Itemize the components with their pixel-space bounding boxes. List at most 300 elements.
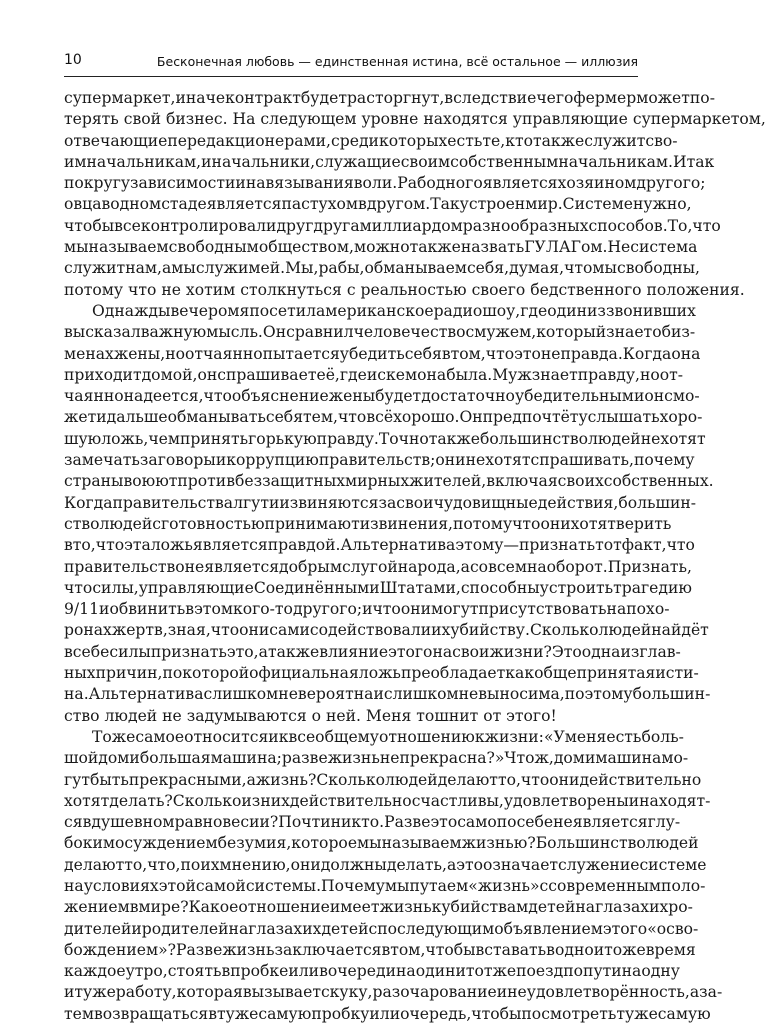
word: что	[337, 408, 367, 427]
word: коррупцию	[226, 451, 319, 470]
word: они	[540, 514, 571, 533]
word: хотят	[660, 429, 706, 448]
word: родителей	[141, 919, 229, 938]
word: и	[268, 493, 280, 512]
word: в	[546, 940, 555, 959]
word: работу,	[115, 983, 177, 1002]
word: факт,	[621, 536, 667, 555]
word: фермер	[573, 89, 637, 107]
word: Разве	[176, 940, 223, 959]
word: на	[432, 642, 453, 661]
word: одного	[426, 174, 483, 193]
word: же	[234, 1004, 259, 1023]
word: Какое	[188, 898, 239, 917]
word: глазах	[248, 919, 303, 938]
word: общепринятая	[534, 664, 656, 683]
word: самую	[657, 1004, 711, 1023]
word: не	[184, 557, 205, 576]
word: посетил	[249, 301, 316, 320]
word: беззащитных	[234, 472, 346, 491]
text-line	[64, 450, 695, 471]
word: Это	[551, 642, 582, 661]
word: и	[496, 983, 508, 1002]
word: жизни?	[489, 642, 552, 661]
word: Когда	[622, 344, 672, 363]
word: нужно,	[632, 195, 692, 214]
word: дителей	[64, 919, 132, 938]
word: обманываем	[364, 259, 467, 278]
word: верить	[615, 514, 672, 533]
text-line	[64, 173, 706, 194]
word: мир.	[525, 195, 563, 214]
word: или	[369, 1004, 401, 1023]
word: и	[366, 365, 378, 384]
word: влияние	[319, 642, 389, 661]
word: глав-	[639, 642, 681, 661]
word: же	[622, 940, 646, 959]
text-line	[64, 429, 706, 450]
word: одном	[110, 195, 162, 214]
word: навязывания	[245, 174, 354, 193]
word: в	[319, 962, 328, 981]
word: перед	[167, 131, 216, 150]
word: боким	[64, 834, 116, 853]
word: людей	[587, 429, 641, 448]
word: и	[96, 408, 107, 427]
word: пробке	[230, 962, 289, 981]
word: правдой.	[267, 536, 341, 555]
word: смо-	[664, 387, 700, 406]
word: другого;	[292, 600, 363, 619]
word: их	[200, 855, 220, 874]
text-line	[64, 897, 693, 918]
word: посмотреть	[521, 1004, 617, 1023]
word: ту	[217, 1004, 235, 1023]
word: против	[177, 472, 235, 491]
word: мы	[592, 259, 617, 278]
text-line	[64, 663, 699, 684]
word: чем	[148, 429, 181, 448]
word: кто	[505, 131, 533, 150]
word: осуждением	[115, 834, 218, 853]
word: Раб	[397, 174, 427, 193]
word: из-	[670, 323, 696, 342]
word: собственных.	[603, 472, 714, 491]
text-line	[64, 791, 711, 812]
word: жизнь?	[255, 770, 317, 789]
word: имеет	[329, 898, 380, 917]
word: жертв,	[111, 621, 168, 640]
word: мы	[64, 238, 89, 257]
word: «жизнь»	[468, 876, 540, 895]
word: и	[99, 600, 110, 619]
word: Соединёнными	[253, 578, 380, 597]
word: овца	[64, 195, 102, 214]
word: и	[593, 940, 605, 959]
word: звонивших	[605, 301, 696, 320]
word: невыносима,	[458, 685, 565, 704]
running-title: Бесконечная любовь — единственная истина, всё остальное — иллюзия	[156, 54, 638, 69]
word: кругу	[83, 174, 131, 193]
word: слишком	[383, 685, 459, 704]
word: Штатами,	[379, 578, 461, 597]
word: же	[92, 983, 116, 1002]
word: друг	[276, 216, 314, 235]
word: свои	[396, 493, 434, 512]
word: за-	[699, 983, 723, 1002]
word: об	[652, 323, 671, 342]
word: Не	[607, 238, 631, 257]
word: неудовлетворённость,	[507, 983, 690, 1002]
word: что	[372, 600, 401, 619]
word: дом	[553, 749, 585, 768]
word: наоборот.	[526, 557, 608, 576]
word: на	[228, 919, 249, 938]
word: себя,	[466, 259, 510, 278]
text-line	[64, 131, 678, 152]
word: а	[246, 770, 256, 789]
word: похо-	[626, 600, 670, 619]
word: мирных	[345, 472, 410, 491]
word: принимают	[264, 514, 360, 533]
word: так	[428, 429, 457, 448]
word: «осво-	[647, 919, 699, 938]
word: все	[114, 216, 141, 235]
word: действительно	[289, 791, 412, 810]
word: то,	[124, 855, 148, 874]
word: ро-	[668, 898, 693, 917]
word: тот	[595, 536, 622, 555]
word: гут	[64, 770, 90, 789]
word: с	[377, 365, 387, 384]
word: этому	[455, 536, 504, 555]
text-line: потому что не хотим столкнуться с реальностью своего бедственного положения.	[64, 280, 745, 299]
word: самое	[135, 727, 185, 746]
word: счастливы,	[411, 791, 504, 810]
word: том,	[390, 940, 426, 959]
word: Системе	[562, 195, 633, 214]
word: детей	[528, 898, 576, 917]
word: по-	[689, 89, 715, 107]
word: мо-	[661, 749, 689, 768]
word: но	[165, 344, 185, 363]
word: может	[636, 89, 690, 107]
word: к	[431, 898, 442, 917]
word: служит	[64, 259, 126, 278]
word: большинство	[480, 429, 588, 448]
word: она	[417, 365, 447, 384]
word: Так	[430, 195, 460, 214]
word: том,	[450, 344, 486, 363]
word: в	[381, 940, 391, 959]
word: Почему	[321, 876, 385, 895]
word: найдёт	[651, 621, 709, 640]
word: отвечающие	[64, 131, 168, 150]
word: жизнь	[222, 940, 275, 959]
word: также	[267, 642, 320, 661]
word: высказал	[64, 323, 141, 342]
word: домой,	[141, 365, 198, 384]
word: знает	[531, 365, 578, 384]
word: Муж	[492, 365, 532, 384]
word: Альтернатива	[88, 685, 204, 704]
word: жением	[64, 898, 130, 917]
word: один	[415, 962, 456, 981]
word: чтобы	[425, 940, 476, 959]
word: воли.	[353, 174, 398, 193]
word: на	[575, 898, 596, 917]
word: тот	[465, 962, 493, 981]
word: добрым	[279, 557, 342, 576]
text-line	[64, 1004, 711, 1025]
word: является	[482, 174, 558, 193]
word: себе	[516, 813, 554, 832]
word: и	[129, 749, 140, 768]
word: что	[512, 514, 541, 533]
word: из	[241, 791, 261, 810]
word: чудовищные	[433, 493, 538, 512]
word: и	[628, 791, 640, 810]
text-line	[64, 365, 684, 386]
word: мы	[384, 876, 410, 895]
word: отчаянно	[184, 344, 263, 363]
word: в	[82, 813, 92, 832]
word: удовлетворены	[503, 791, 629, 810]
word: Что	[504, 749, 535, 768]
word: Когда	[64, 493, 113, 512]
word: находят-	[639, 791, 711, 810]
word: зависимости	[130, 174, 236, 193]
word: неправда.	[540, 344, 623, 363]
word: же	[456, 429, 480, 448]
word: разочарование	[372, 983, 497, 1002]
word: лгут	[233, 493, 269, 512]
word: одно	[554, 940, 594, 959]
text-line	[64, 982, 723, 1003]
word: шую	[64, 429, 102, 448]
word: признать	[150, 642, 227, 661]
word: стоять	[167, 962, 222, 981]
word: мы	[357, 834, 382, 853]
word: с	[152, 514, 161, 533]
word: слугой	[341, 557, 398, 576]
word: извиняются	[279, 493, 379, 512]
word: их	[302, 919, 322, 938]
word: друга	[313, 216, 360, 235]
word: безумия,	[217, 834, 292, 853]
word: жизнью?	[461, 834, 536, 853]
word: ство	[64, 514, 100, 533]
word: достаточно	[421, 387, 515, 406]
word: можно	[353, 238, 410, 257]
word: возвращаться	[94, 1004, 209, 1023]
text-line	[64, 88, 715, 109]
page-number: 10	[64, 52, 82, 68]
word: с	[539, 876, 549, 895]
word: по	[64, 174, 84, 193]
word: правительство	[64, 557, 185, 576]
word: совсем	[469, 557, 527, 576]
word: прекрасными,	[128, 770, 247, 789]
word: жизнь	[379, 898, 432, 917]
word: служащие	[315, 152, 401, 171]
word: не	[553, 813, 573, 832]
word: прекрасна?»	[399, 749, 505, 768]
word: к	[278, 727, 289, 746]
word: на	[396, 962, 416, 981]
word: мире?	[138, 898, 189, 917]
word: и	[215, 451, 227, 470]
word: ту	[616, 1004, 635, 1023]
word: бождением»?	[64, 940, 176, 959]
word: в	[221, 962, 231, 981]
word: мужем,	[474, 323, 537, 342]
word: служение	[558, 855, 640, 874]
word: будет	[300, 89, 347, 107]
word: это	[514, 344, 541, 363]
word: свободным	[168, 238, 259, 257]
word: думая,	[509, 259, 565, 278]
word: обществом,	[258, 238, 354, 257]
word: разнообразных	[462, 216, 589, 235]
word: устроить	[539, 578, 614, 597]
word: самую	[258, 1004, 312, 1023]
word: действительно	[579, 770, 702, 789]
word: скуку,	[320, 983, 373, 1002]
word: стаде	[161, 195, 207, 214]
word: пути	[583, 962, 622, 981]
word: хотят	[485, 451, 531, 470]
word: зная,	[167, 621, 211, 640]
word: ложь,	[101, 429, 149, 448]
word: каждое	[64, 962, 126, 981]
word: официальная	[249, 664, 359, 683]
text-line	[64, 578, 692, 599]
word: называем	[381, 834, 462, 853]
word: управляющие	[138, 578, 254, 597]
word: этого	[602, 919, 648, 938]
text-line	[64, 940, 696, 961]
word: где	[520, 301, 548, 320]
word: не	[640, 429, 661, 448]
word: поэтому	[564, 685, 633, 704]
word: в	[64, 642, 73, 661]
word: почему	[633, 451, 695, 470]
word: Большинство	[535, 834, 646, 853]
word: дальше	[106, 408, 168, 427]
word: тем	[64, 1004, 94, 1023]
word: очередь,	[400, 1004, 472, 1023]
word: обвинить	[109, 600, 186, 619]
word: где	[339, 365, 367, 384]
word: пытается	[262, 344, 340, 363]
word: в	[185, 600, 195, 619]
word: начальникам.	[558, 152, 673, 171]
word: объявлением	[494, 919, 603, 938]
text-line	[64, 344, 701, 365]
word: обманывать	[167, 408, 266, 427]
word: что	[692, 216, 721, 235]
word: им	[64, 152, 87, 171]
word: их	[431, 621, 451, 640]
word: также	[409, 238, 461, 257]
word: способны	[460, 578, 540, 597]
word: одну	[641, 962, 680, 981]
word: надеется,	[123, 387, 204, 406]
word: же	[634, 1004, 658, 1023]
word: сво-	[645, 131, 678, 150]
word: рабы,	[318, 259, 365, 278]
word: начальникам,	[86, 152, 202, 171]
word: что,	[147, 855, 181, 874]
word: правду,	[577, 365, 640, 384]
word: Сколько	[529, 621, 599, 640]
word: те,	[482, 131, 506, 150]
word: и	[268, 727, 279, 746]
word: ных	[64, 664, 96, 683]
word: замечать	[64, 451, 140, 470]
word: И	[672, 152, 687, 171]
word: что	[666, 536, 695, 555]
word: является	[192, 536, 268, 555]
word: делать?	[109, 791, 173, 810]
word: отношение	[238, 898, 330, 917]
word: также	[532, 131, 585, 150]
word: с	[465, 323, 475, 342]
word: и	[373, 685, 384, 704]
word: своих	[557, 472, 604, 491]
text-line: ство людей не задумываются о ней. Меня тошнит от этого!	[64, 706, 557, 725]
word: иначе	[175, 89, 226, 107]
text-line	[64, 535, 695, 556]
word: жет	[64, 408, 97, 427]
word: а	[689, 983, 700, 1002]
word: извинения,	[359, 514, 454, 533]
text-line	[64, 237, 698, 258]
word: миллиардом	[359, 216, 463, 235]
word: правительств;	[318, 451, 436, 470]
word: себя	[265, 408, 304, 427]
word: чаянно	[64, 387, 124, 406]
word: машина;	[210, 749, 282, 768]
word: трагедию	[613, 578, 692, 597]
word: всё	[366, 408, 394, 427]
word: условиях	[83, 876, 159, 895]
word: большая	[139, 749, 211, 768]
word: контракт	[225, 89, 301, 107]
word: хотят	[64, 791, 110, 810]
word: этого	[388, 642, 433, 661]
running-header	[64, 52, 638, 77]
word: а	[161, 259, 172, 278]
word: Разве	[384, 813, 431, 832]
word: предпочтёт	[482, 408, 579, 427]
word: будет	[375, 387, 422, 406]
text-line	[64, 322, 696, 343]
word: они	[435, 451, 466, 470]
word: ей.	[260, 259, 286, 278]
word: они	[549, 770, 580, 789]
word: хозяином	[557, 174, 637, 193]
text-line	[64, 876, 706, 897]
word: современным	[548, 876, 662, 895]
word: а	[258, 642, 268, 661]
word: То	[92, 727, 112, 746]
word: вечером	[170, 301, 240, 320]
word: делать,	[386, 855, 447, 874]
word: очереди	[327, 962, 396, 981]
word: этом	[194, 600, 233, 619]
